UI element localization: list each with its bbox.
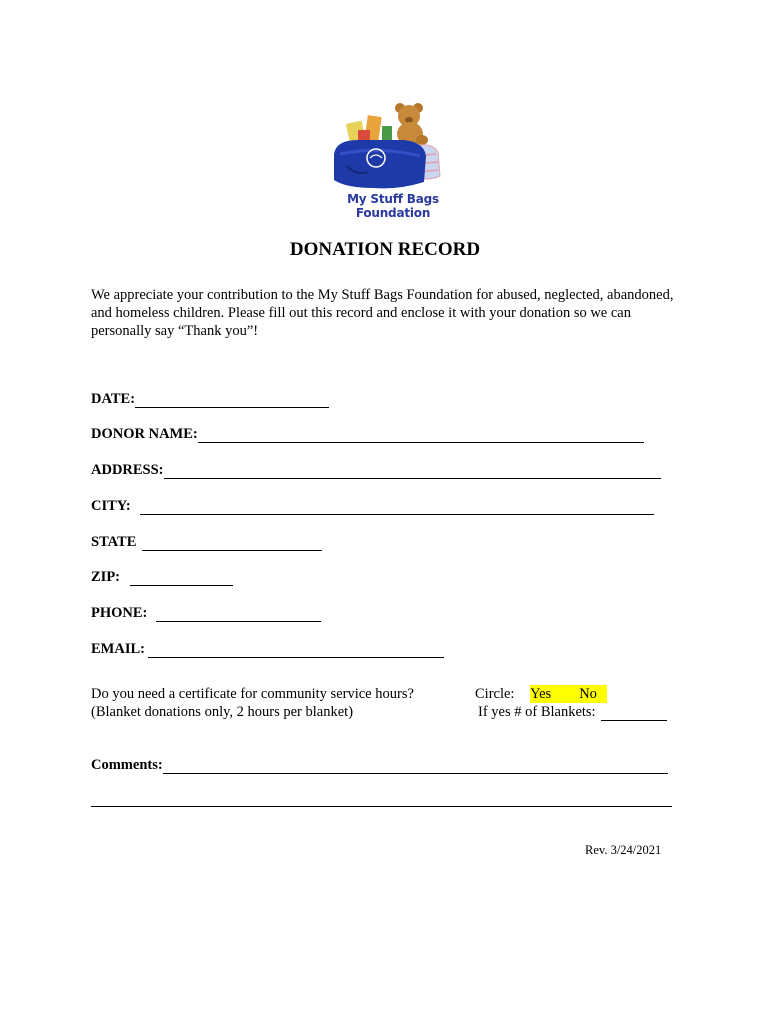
zip-field[interactable]: [91, 569, 233, 586]
yes-no-options: [530, 685, 607, 703]
state-input-line[interactable]: [142, 536, 322, 551]
phone-input-line[interactable]: [156, 607, 321, 622]
comments-input-line[interactable]: [163, 759, 668, 774]
email-field[interactable]: [91, 641, 444, 658]
donor-name-field[interactable]: [91, 426, 644, 443]
certificate-note: (Blanket donations only, 2 hours per blanket): [91, 704, 354, 720]
circle-label: Circle:: [475, 686, 515, 702]
circle-choice-row: [475, 685, 607, 703]
comments-field[interactable]: [91, 757, 668, 774]
zip-label: ZIP:: [91, 569, 120, 585]
page-title: DONATION RECORD: [289, 239, 481, 260]
yes-option[interactable]: Yes: [530, 686, 552, 702]
phone-label: PHONE:: [91, 605, 148, 621]
city-label: CITY:: [91, 498, 131, 514]
city-field[interactable]: [91, 498, 654, 515]
email-input-line[interactable]: [148, 643, 444, 658]
blankets-label: If yes # of Blankets:: [478, 704, 596, 720]
phone-field[interactable]: [91, 605, 321, 622]
comments-label: Comments:: [91, 757, 163, 773]
date-field[interactable]: [91, 391, 329, 408]
blankets-field[interactable]: [478, 703, 667, 721]
intro-paragraph: We appreciate your contribution to the My Stuff Bags Foundation for abused, neglected, abandoned, and homeless children. Please fill out this record and enclose it with your donation so we can personally say “Thank you”!: [91, 287, 674, 339]
donor-name-label: DONOR NAME:: [91, 426, 198, 442]
zip-input-line[interactable]: [130, 571, 233, 586]
stuff-bag-illustration: [318, 96, 468, 192]
comments-second-line[interactable]: [91, 792, 672, 807]
foundation-logo: [318, 96, 468, 220]
logo-wordmark: My Stuff Bags Foundation: [347, 192, 439, 220]
certificate-question-block: [91, 685, 461, 721]
date-input-line[interactable]: [135, 393, 329, 408]
state-field[interactable]: [91, 534, 322, 551]
blankets-input-line[interactable]: [601, 706, 667, 721]
address-input-line[interactable]: [164, 464, 661, 479]
no-option[interactable]: No: [579, 686, 597, 702]
address-label: ADDRESS:: [91, 462, 164, 478]
city-input-line[interactable]: [140, 500, 654, 515]
email-label: EMAIL:: [91, 641, 145, 657]
state-label: STATE: [91, 534, 137, 550]
donor-name-input-line[interactable]: [198, 428, 644, 443]
certificate-question: Do you need a certificate for community service hours?: [91, 686, 414, 702]
date-label: DATE:: [91, 391, 136, 407]
revision-date: Rev. 3/24/2021: [585, 843, 662, 857]
address-field[interactable]: [91, 462, 661, 479]
